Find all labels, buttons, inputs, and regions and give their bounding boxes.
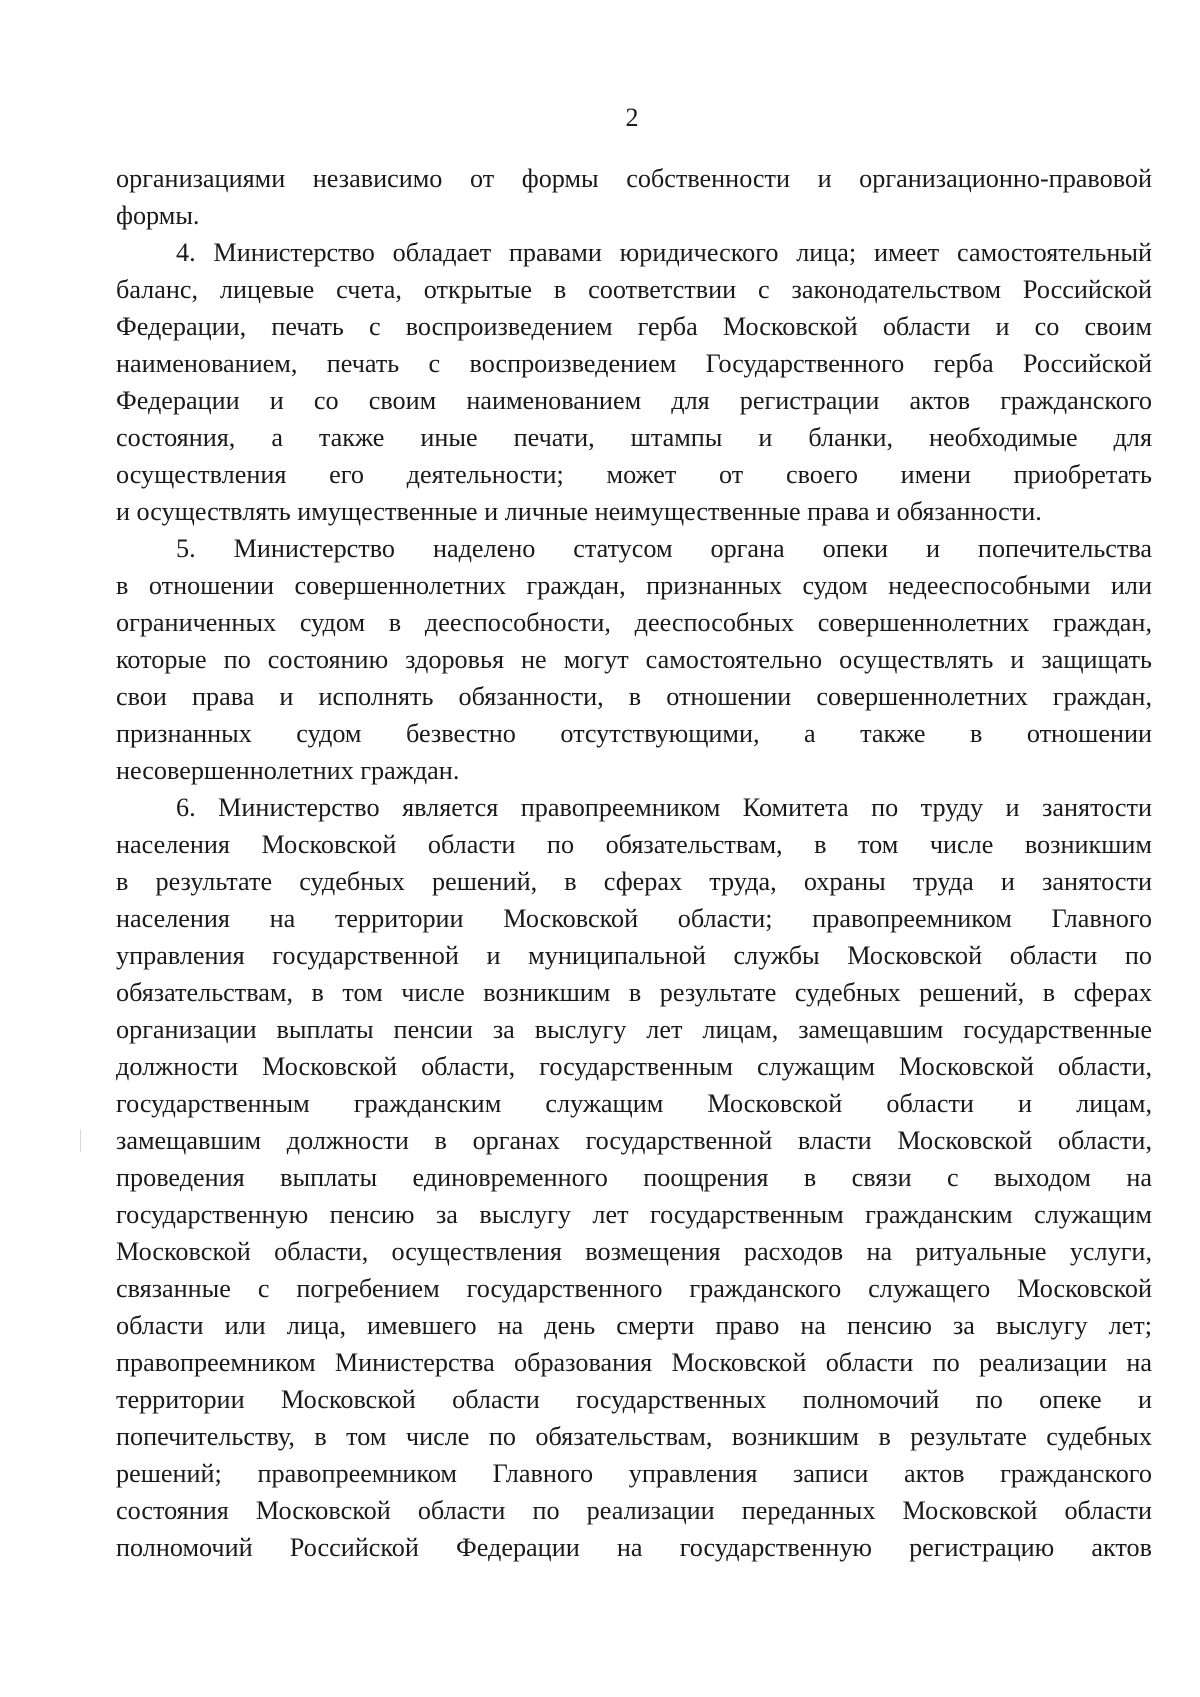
text-line: полномочий Российской Федерации на государственную регистрацию актов <box>116 1533 1152 1562</box>
text-line: и осуществлять имущественные и личные неимущественные права и обязанности. <box>116 497 1042 526</box>
text-line: состояния, а также иные печати, штампы и бланки, необходимые для <box>116 423 1152 452</box>
text-line: 4. Министерство обладает правами юридического лица; имеет самостоятельный <box>176 238 1152 267</box>
text-line: Федерации, печать с воспроизведением герба Московской области и со своим <box>116 312 1152 341</box>
text-line: обязательствам, в том числе возникшим в результате судебных решений, в сферах <box>116 978 1152 1007</box>
text-line: состояния Московской области по реализации переданных Московской области <box>116 1496 1152 1525</box>
text-line: несовершеннолетних граждан. <box>116 756 460 785</box>
text-line: государственную пенсию за выслугу лет государственным гражданским служащим <box>116 1200 1152 1229</box>
text-line: 6. Министерство является правопреемником Комитета по труду и занятости <box>176 793 1152 822</box>
text-line: в отношении совершеннолетних граждан, признанных судом недееспособными или <box>116 571 1152 600</box>
text-line: проведения выплаты единовременного поощрения в связи с выходом на <box>116 1163 1152 1192</box>
text-line: в результате судебных решений, в сферах труда, охраны труда и занятости <box>116 867 1152 896</box>
paragraph-5 <box>116 530 1152 789</box>
text-line: которые по состоянию здоровья не могут самостоятельно осуществлять и защищать <box>116 645 1152 674</box>
text-line: осуществления его деятельности; может от своего имени приобретать <box>116 460 1152 489</box>
text-line: Федерации и со своим наименованием для регистрации актов гражданского <box>116 386 1152 415</box>
text-line: правопреемником Министерства образования Московской области по реализации на <box>116 1348 1152 1377</box>
text-line: баланс, лицевые счета, открытые в соответствии с законодательством Российской <box>116 275 1152 304</box>
text-line: территории Московской области государственных полномочий по опеке и <box>116 1385 1152 1414</box>
text-line: наименованием, печать с воспроизведением Государственного герба Российской <box>116 349 1152 378</box>
document-body <box>116 160 1152 1566</box>
text-line: попечительству, в том числе по обязательствам, возникшим в результате судебных <box>116 1422 1152 1451</box>
scan-margin-mark <box>80 1130 81 1152</box>
text-line: ограниченных судом в дееспособности, дееспособных совершеннолетних граждан, <box>116 608 1152 637</box>
text-line: признанных судом безвестно отсутствующими, а также в отношении <box>116 719 1152 748</box>
text-line: свои права и исполнять обязанности, в отношении совершеннолетних граждан, <box>116 682 1152 711</box>
paragraph-continuation <box>116 160 1152 234</box>
text-line: области или лица, имевшего на день смерти право на пенсию за выслугу лет; <box>116 1311 1152 1340</box>
text-line: замещавшим должности в органах государственной власти Московской области, <box>116 1126 1152 1155</box>
text-line: должности Московской области, государственным служащим Московской области, <box>116 1052 1152 1081</box>
text-line: государственным гражданским служащим Московской области и лицам, <box>116 1089 1152 1118</box>
text-line: управления государственной и муниципальной службы Московской области по <box>116 941 1152 970</box>
text-line: связанные с погребением государственного гражданского служащего Московской <box>116 1274 1152 1303</box>
text-line: решений; правопреемником Главного управления записи актов гражданского <box>116 1459 1152 1488</box>
text-line: организациями независимо от формы собственности и организационно-правовой <box>116 164 1152 193</box>
text-line: населения на территории Московской области; правопреемником Главного <box>116 904 1152 933</box>
text-line: 5. Министерство наделено статусом органа опеки и попечительства <box>176 534 1152 563</box>
paragraph-6 <box>116 789 1152 1566</box>
text-line: организации выплаты пенсии за выслугу лет лицам, замещавшим государственные <box>116 1015 1152 1044</box>
text-line: формы. <box>116 201 200 230</box>
text-line: Московской области, осуществления возмещения расходов на ритуальные услуги, <box>116 1237 1152 1266</box>
text-line: населения Московской области по обязательствам, в том числе возникшим <box>116 830 1152 859</box>
page-number: 2 <box>625 103 639 132</box>
paragraph-4 <box>116 234 1152 530</box>
